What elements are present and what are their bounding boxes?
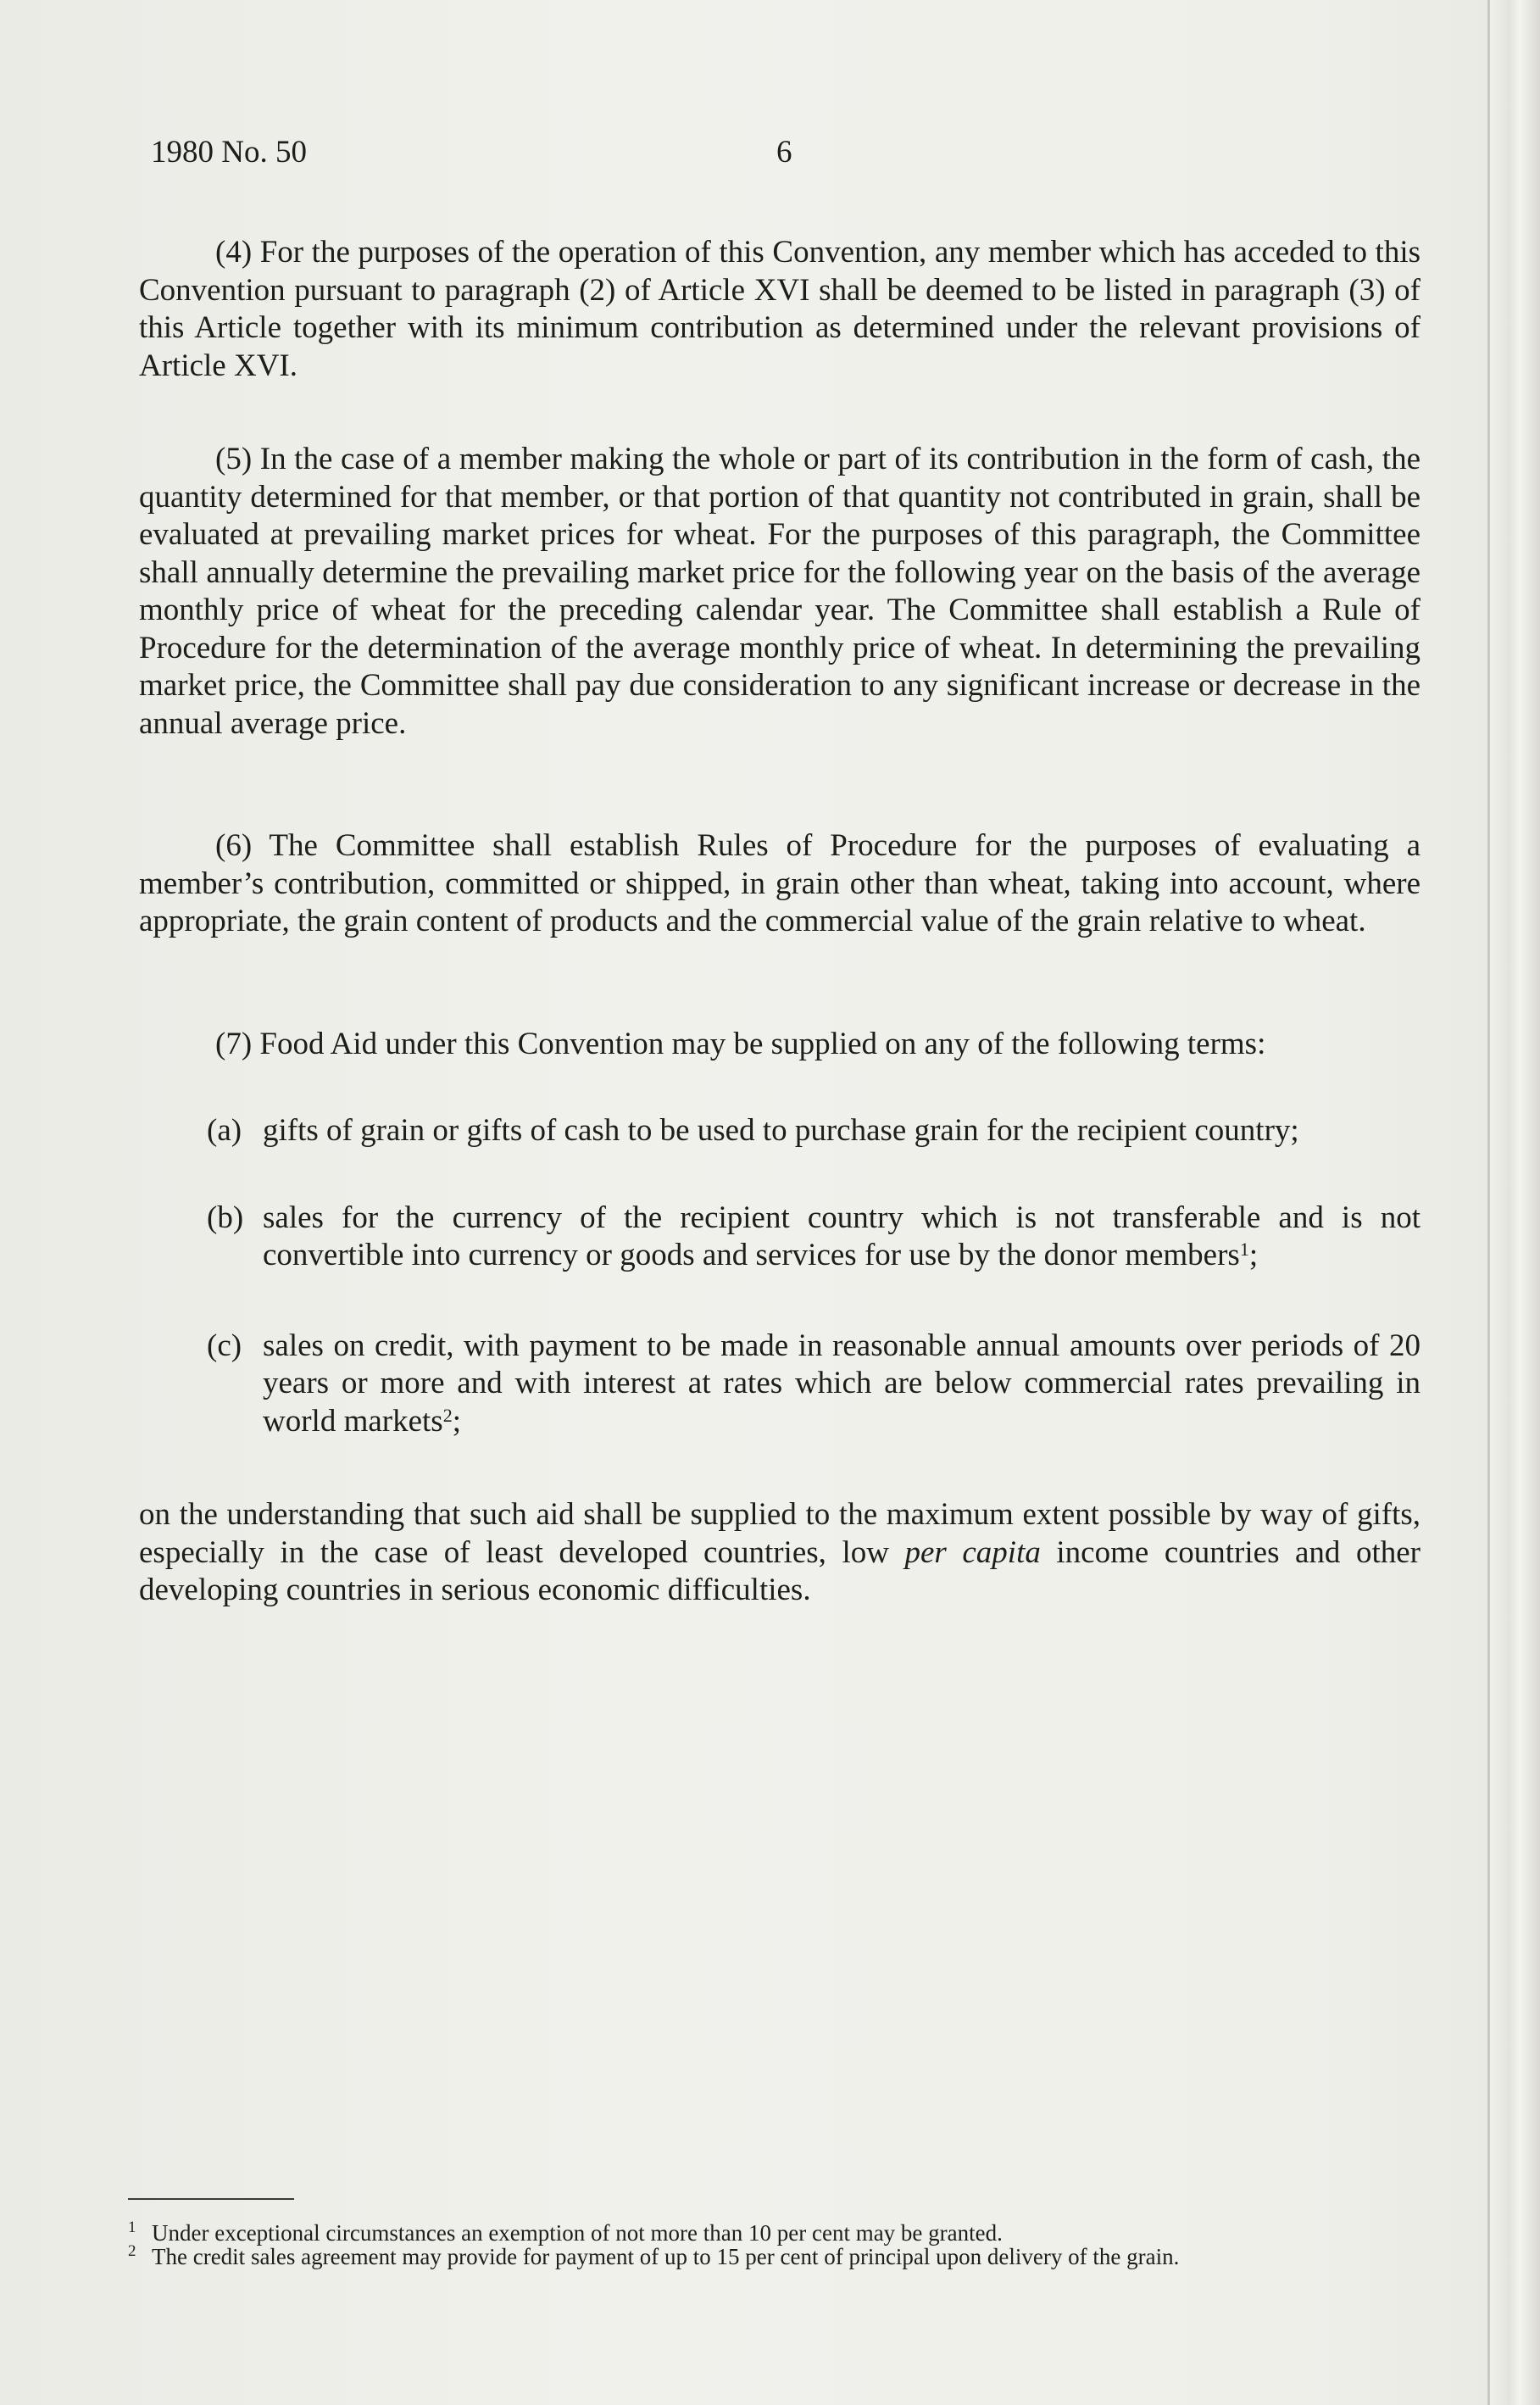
list-tail-b: ; [1248, 1238, 1259, 1272]
footnote-ref-2: 2 [442, 1404, 453, 1426]
binding-edge [1489, 0, 1540, 2405]
footnote-text-1: Under exceptional circumstances an exemption of not more than 10 per cent may be granted. [152, 2220, 1003, 2246]
footnote-ref-1: 1 [1239, 1239, 1249, 1260]
footnote-separator [128, 2198, 294, 2200]
list-text-a: gifts of grain or gifts of cash to be used to purchase grain for the recipient country; [263, 1113, 1299, 1148]
footnote-text-2: The credit sales agreement may provide for payment of up to 15 per cent of principal upon delivery of the grain. [152, 2244, 1180, 2269]
list-marker-a: (a) [207, 1113, 242, 1148]
header-page-number: 6 [776, 135, 792, 170]
footnote-2 [128, 2242, 1416, 2269]
body-text [139, 234, 1420, 1641]
list-item-b [139, 1200, 1420, 1275]
closing-text-after: income countries and other developing countries in serious economic difficulties. [139, 1534, 1420, 1607]
list-item-a [139, 1112, 1420, 1150]
paragraph-4: (4) For the purposes of the operation of this Convention, any member which has acceded to this Convention pursuant to paragraph (2) of Article XVI shall be deemed to be listed in paragraph (3) of this Article together with its minimum contribution as determined under the relevant provisions of Article XVI. [139, 235, 1420, 383]
paragraph-5: (5) In the case of a member making the whole or part of its contribution in the form of cash, the quantity determined for that member, or that portion of that quantity not contributed in grain, shall be evaluated at prevailing market prices for wheat. For the purposes of this paragraph, the Committee shall annually determine the prevailing market price for the following year on the basis of the average monthly price of wheat for the preceding calendar year. The Committee shall establish a Rule of Procedure for the determination of the average monthly price of wheat. In determining the prevailing market price, the Committee shall pay due consideration to any significant increase or decrease in the annual average price. [139, 442, 1420, 741]
list-item-c [139, 1328, 1420, 1441]
closing-italic-text: per capita [904, 1534, 1041, 1570]
list-tail-c: ; [452, 1403, 461, 1439]
list-marker-c: (c) [207, 1328, 242, 1363]
paragraph-6: (6) The Committee shall establish Rules of Procedure for the purposes of evaluating a member’s contribution, committed or shipped, in grain other than wheat, taking into account, where appropriate, the grain content of products and the commercial value of the grain relative to wheat. [139, 828, 1420, 938]
footnote-mark-2: 2 [128, 2242, 136, 2260]
closing-text-before: on the understanding that such aid shall be supplied to the maximum extent possible by way of gifts, especially in the case of least developed countries, low [139, 1497, 1420, 1570]
paragraph-7: (7) Food Aid under this Convention may be supplied on any of the following terms: [215, 1026, 1266, 1061]
footnotes [128, 2221, 1416, 2269]
binding-shadow-line [1487, 0, 1490, 2405]
list-text-c: sales on credit, with payment to be made in reasonable annual amounts over periods of 20 years or more and with interest at rates which are below commercial rates prevailing in world markets [263, 1328, 1420, 1439]
header-year-number: 1980 No. 50 [151, 135, 307, 170]
list-text-b: sales for the currency of the recipient country which is not transferable and is not convertible into currency or goods and services for use by the donor members [263, 1200, 1420, 1272]
closing-paragraph [139, 1496, 1420, 1610]
footnote-mark-1: 1 [128, 2219, 136, 2236]
footnote-1 [128, 2221, 1416, 2245]
list-marker-b: (b) [207, 1200, 244, 1235]
